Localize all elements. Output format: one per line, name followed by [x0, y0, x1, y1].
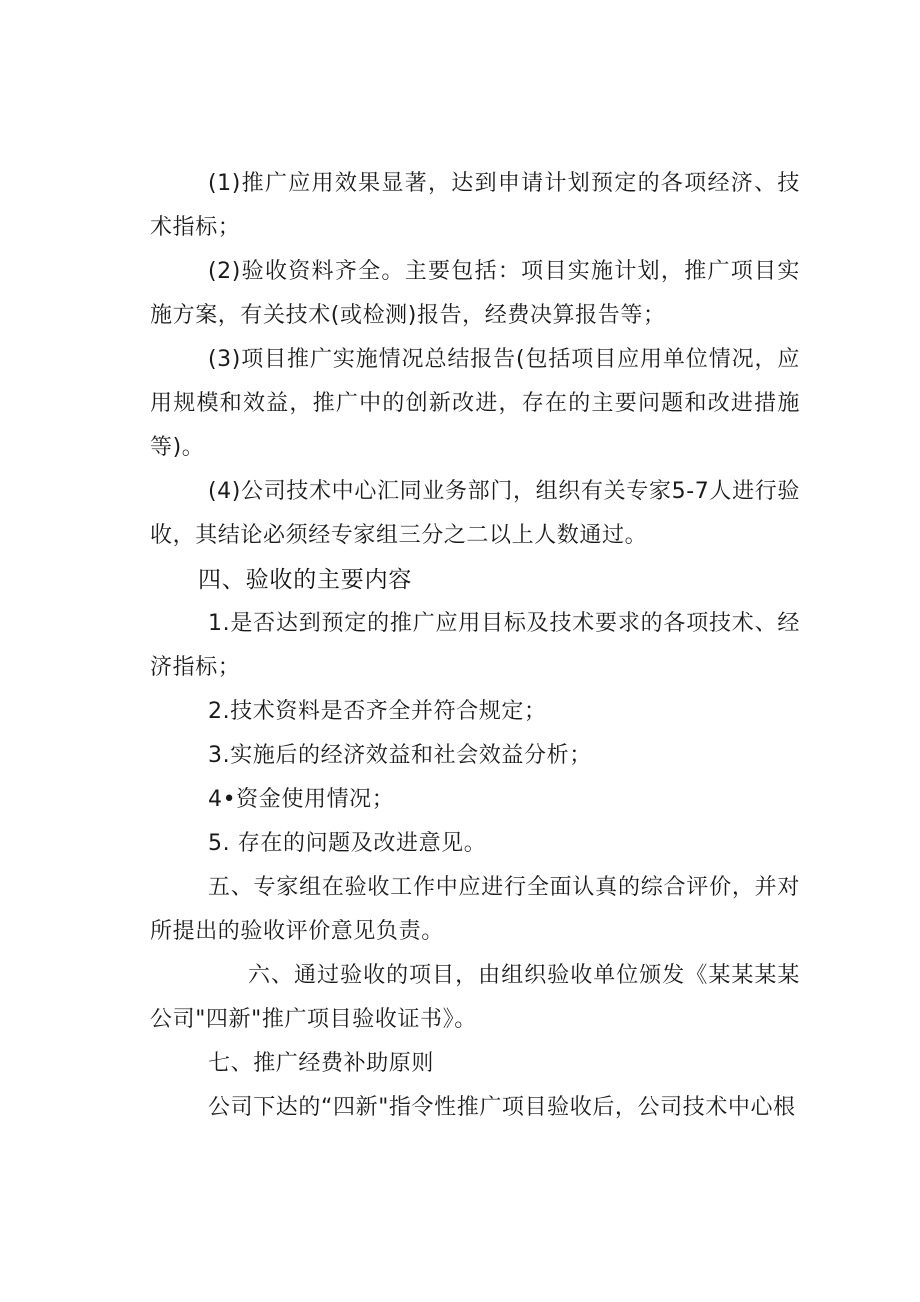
section-7-paragraph: 公司下达的“四新"指令性推广项目验收后，公司技术中心根: [208, 1095, 796, 1120]
section-4-item-5: 5. 存在的问题及改进意见。: [208, 831, 487, 856]
section-4-item-4: 4•资金使用情况；: [208, 787, 395, 812]
document-body: [150, 162, 800, 1130]
section-6-paragraph: 六、通过验收的项目，由组织验收单位颁发《某某某某公司"四新"推广项目验收证书》。: [150, 963, 800, 1032]
paragraph-4: (4)公司技术中心汇同业务部门，组织有关专家5-7人进行验收，其结论必须经专家组三分之二以上人数通过。: [150, 479, 800, 548]
section-5-paragraph: 五、专家组在验收工作中应进行全面认真的综合评价，并对所提出的验收评价意见负责。: [150, 875, 800, 944]
paragraph-1: (1)推广应用效果显著，达到申请计划预定的各项经济、技术指标；: [150, 171, 800, 240]
section-4-heading: 四、验收的主要内容: [198, 567, 413, 593]
paragraph-3: (3)项目推广实施情况总结报告(包括项目应用单位情况，应用规模和效益，推广中的创新改进，存在的主要问题和改进措施等)。: [150, 347, 800, 460]
section-7-heading: 七、推广经费补助原则: [208, 1051, 435, 1076]
section-4-item-2: 2.技术资料是否齐全并符合规定；: [208, 699, 547, 724]
paragraph-2: (2)验收资料齐全。主要包括：项目实施计划，推广项目实施方案，有关技术(或检测)报告，经费决算报告等；: [150, 259, 800, 328]
section-4-item-3: 3.实施后的经济效益和社会效益分析；: [208, 743, 592, 768]
section-4-item-1: 1.是否达到预定的推广应用目标及技术要求的各项技术、经济指标；: [150, 611, 800, 680]
